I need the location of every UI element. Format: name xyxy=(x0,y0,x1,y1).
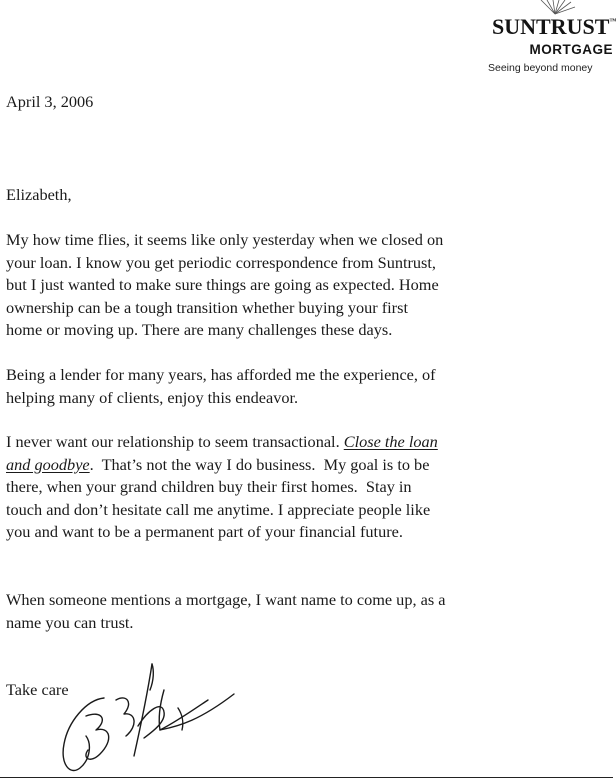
handwritten-signature xyxy=(56,660,236,776)
paragraph-line xyxy=(6,431,438,454)
paragraph-line: touch and don’t hesitate call me anytime. I appreciate people like xyxy=(6,499,431,519)
paragraph-line: name you can trust. xyxy=(6,612,134,632)
paragraph-line: When someone mentions a mortgage, I want name to come up, as a xyxy=(6,590,446,609)
paragraph-line: My how time flies, it seems like only yesterday when we closed on xyxy=(6,230,444,249)
paragraph-line: you and want to be a permanent part of your financial future. xyxy=(6,522,403,541)
suntrust-logo xyxy=(488,0,616,80)
emphasis-text: and goodbye xyxy=(6,454,90,474)
letter-closing: Take care xyxy=(6,680,69,699)
emphasis-text: Close the loan xyxy=(343,432,438,451)
paragraph-line: there, when your grand children buy their first homes. Stay in xyxy=(6,477,412,496)
paragraph-line: helping many of clients, enjoy this endeavor. xyxy=(6,387,299,407)
paragraph-4 xyxy=(6,589,445,634)
paragraph-line: Being a lender for many years, has afforded me the experience, of xyxy=(6,365,436,384)
paragraph-line xyxy=(6,454,438,477)
brand-tagline: Seeing beyond money xyxy=(488,62,593,74)
paragraph-line: your loan. I know you get periodic correspondence from Suntrust, xyxy=(6,252,436,272)
paragraph-line: home or moving up. There are many challenges these days. xyxy=(6,320,393,339)
paragraph-2 xyxy=(6,364,436,409)
paragraph-3 xyxy=(6,431,438,544)
paragraph-text: I never want our relationship to seem transactional. xyxy=(6,432,344,451)
letter-salutation: Elizabeth, xyxy=(6,185,72,204)
brand-name: SUNTRUST™ xyxy=(492,14,616,39)
brand-subtitle: MORTGAGE xyxy=(529,42,613,57)
paragraph-line: but I just wanted to make sure things are going as expected. Home xyxy=(6,275,439,294)
bottom-divider xyxy=(0,777,613,779)
paragraph-text: . That’s not the way I do business. My goal is to be xyxy=(89,454,430,474)
paragraph-line: ownership can be a tough transition whether buying your first xyxy=(6,297,408,317)
letter-date: April 3, 2006 xyxy=(6,92,94,111)
paragraph-1 xyxy=(6,229,443,342)
brand-name-text: SUNTRUST xyxy=(492,14,610,39)
sun-rays-icon xyxy=(535,0,575,14)
